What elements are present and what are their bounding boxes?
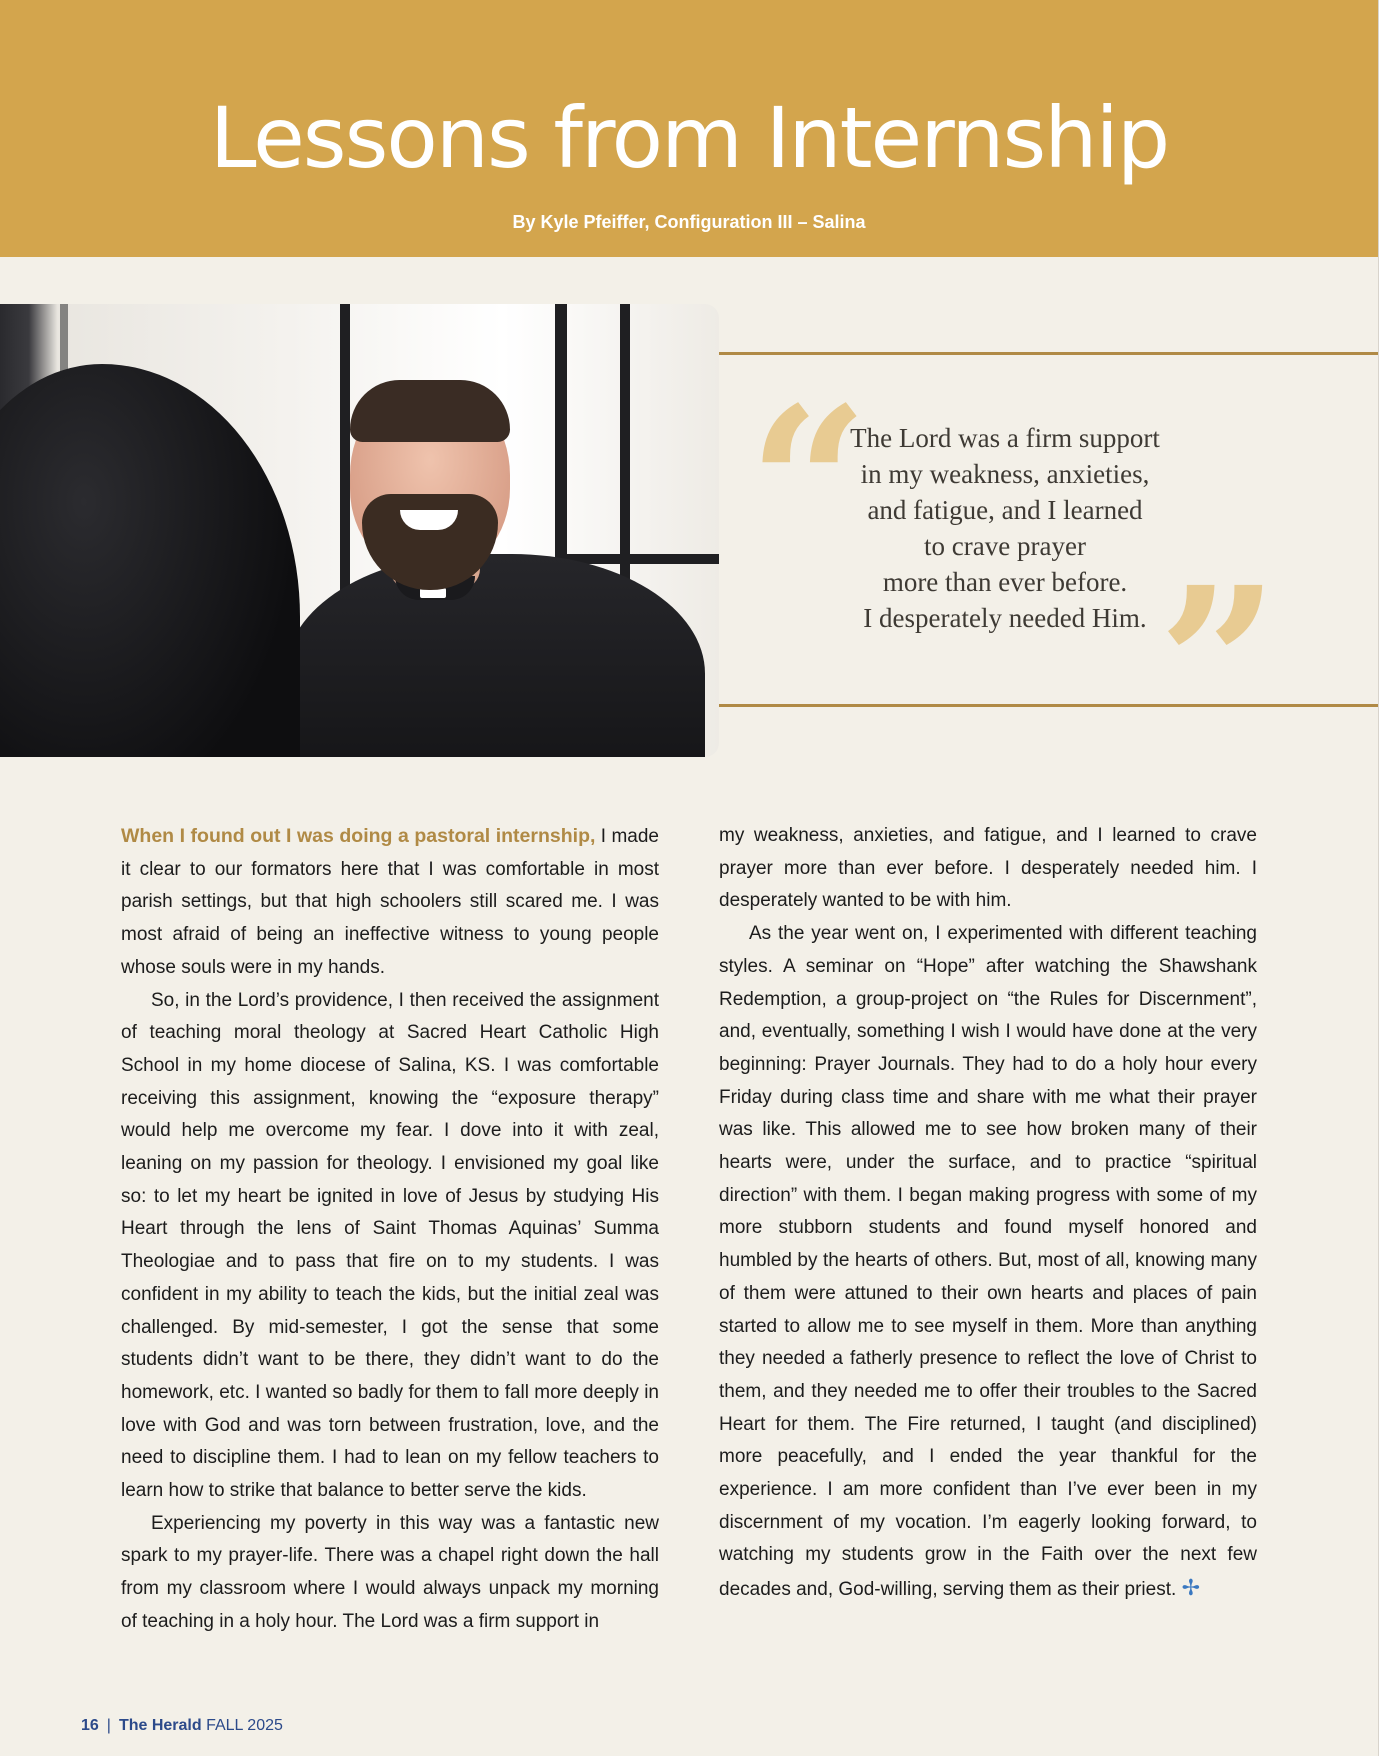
page-footer bbox=[81, 1717, 283, 1735]
article-paragraph: Experiencing my poverty in this way was a fantastic new spark to my prayer-life. There was a chapel right down the hall from my classroom where I would always unpack my morning of teaching in a holy hour. The Lord was a firm support in bbox=[121, 1512, 659, 1632]
page-number: 16 bbox=[81, 1717, 99, 1734]
article-paragraph bbox=[719, 918, 1257, 1607]
pull-quote-line: more than ever before. bbox=[882, 567, 1128, 597]
byline: By Kyle Pfeiffer, Configuration III – Salina bbox=[512, 212, 866, 232]
open-quote-icon: “ bbox=[748, 361, 869, 608]
quote-rule-top bbox=[719, 352, 1378, 355]
article-column-left bbox=[121, 820, 659, 1639]
end-mark-icon: ✢ bbox=[1181, 1575, 1200, 1601]
pull-quote-line: in my weakness, anxieties, bbox=[860, 459, 1150, 489]
quote-rule-bottom bbox=[719, 704, 1378, 707]
lead-in: When I found out I was doing a pastoral internship, bbox=[121, 825, 596, 847]
publication-name: The Herald bbox=[118, 1717, 202, 1734]
pull-quote-line: to crave prayer bbox=[924, 531, 1086, 561]
hair bbox=[350, 380, 510, 442]
page-edge bbox=[1378, 0, 1384, 1756]
paragraph-text: As the year went on, I experimented with different teaching styles. A seminar on “Hope” after watching the Shawshank Redemption, a group-project on “the Rules for Discernment”, and, eventually, something I wish I would have done at the very beginning: Prayer Journals. They had to do a holy hour every Friday during class time and share with me what their prayer was like. This allowed me to see how broken many of their hearts were, under the surface, and to practice “spiritual direction” with them. I began making progress with some of my more stubborn students and found myself honored and humbled by the hearts of others. But, most of all, knowing many of them were attuned to their own hearts and places of pain started to allow me to see myself in them. More than anything they needed a fatherly presence to reflect the love of Christ to them, and they needed me to offer their troubles to the Sacred Heart for them. The Fire returned, I taught (and disciplined) more peacefully, and I ended the year thankful for the experience. I am more confident than I’ve ever been in my discernment of my vocation. I’m eagerly looking forward, to watching my students grow in the Faith over the next few decades and, God-willing, serving them as their priest. bbox=[719, 923, 1257, 1601]
article-column-right bbox=[719, 820, 1257, 1607]
foreground-shoulder bbox=[0, 364, 300, 757]
close-quote-icon: ” bbox=[1158, 541, 1279, 788]
article-paragraph-continued: my weakness, anxieties, and fatigue, and I learned to crave prayer more than ever before. I desperately needed him. I desperately wanted to be with him. bbox=[719, 825, 1257, 912]
header-band bbox=[0, 0, 1378, 257]
pull-quote-line: I desperately needed Him. bbox=[863, 603, 1147, 633]
article-paragraph bbox=[121, 820, 659, 985]
pull-quote-line: The Lord was a firm support bbox=[850, 423, 1160, 453]
issue-date: FALL 2025 bbox=[206, 1717, 283, 1734]
article-title: Lessons from Internship bbox=[209, 89, 1169, 187]
paragraph-text: I made it clear to our formators here that I was comfortable in most parish settings, but that high schoolers still scared me. I was most afraid of being an ineffective witness to young people whose souls were in my hands. bbox=[121, 826, 659, 978]
pull-quote-line: and fatigue, and I learned bbox=[867, 495, 1143, 525]
clerical-shirt bbox=[285, 554, 705, 757]
article-paragraph: So, in the Lord’s providence, I then received the assignment of teaching moral theology at Sacred Heart Catholic High School in my home diocese of Salina, KS. I was comfortable receiving this assignment, knowing the “exposure therapy” would help me overcome my fear. I dove into it with zeal, leaning on my passion for theology. I envisioned my goal like so: to let my heart be ignited in love of Jesus by studying His Heart through the lens of Saint Thomas Aquinas’ Summa Theologiae and to pass that fire on to my students. I was confident in my ability to teach the kids, but the initial zeal was challenged. By mid-semester, I got the sense that some students didn’t want to be there, they didn’t want to do the homework, etc. I wanted so badly for them to fall more deeply in love with God and was torn between frustration, love, and the need to discipline them. I had to lean on my fellow teachers to learn how to strike that balance to better serve the kids. bbox=[121, 989, 659, 1502]
footer-separator: | bbox=[106, 1717, 111, 1734]
pull-quote bbox=[830, 420, 1180, 636]
seminarian-photo bbox=[0, 304, 719, 757]
